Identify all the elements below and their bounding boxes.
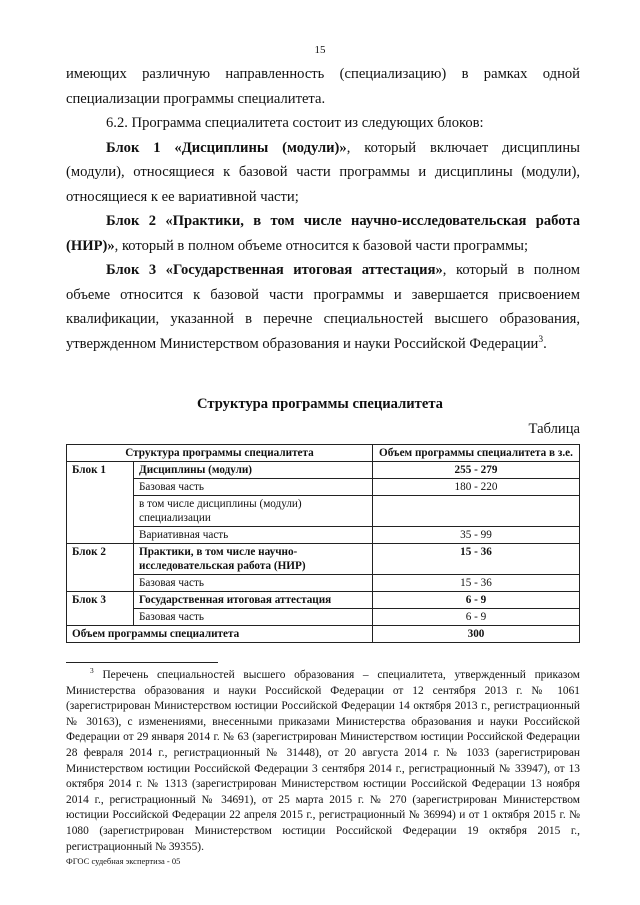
paragraph-blocks-intro: 6.2. Программа специалитета состоит из следующих блоков: — [106, 115, 484, 131]
table-body — [67, 462, 580, 643]
row-item: Базовая часть — [134, 575, 373, 592]
footnote-marker: 3 — [90, 666, 94, 676]
row-item: Дисциплины (модули) — [134, 462, 373, 479]
table-title: Структура программы специалитета — [197, 396, 443, 412]
block-3-heading: Блок 3 «Государственная итоговая аттестация» — [106, 262, 443, 278]
row-item: Базовая часть — [134, 479, 373, 496]
table-label: Таблица — [528, 421, 580, 437]
paragraph-block-1 — [66, 136, 580, 210]
paragraph-line: имеющих различную направленность (специализацию) в рамках одной — [66, 66, 580, 82]
footnote-ref: 3 — [538, 334, 544, 345]
row-block: Блок 2 — [67, 544, 134, 592]
row-value: 6 - 9 — [373, 609, 580, 626]
block-3-end: . — [543, 335, 547, 352]
body-text — [66, 62, 580, 356]
row-value: 35 - 99 — [373, 527, 580, 544]
paragraph-block-2 — [66, 209, 580, 258]
table-row — [67, 592, 580, 609]
block-1-description: , который включает дисциплины (модули), относящиеся к базовой части программы и дисциплины (модули), относящиеся к ее вариативной части; — [66, 139, 580, 205]
footnote-divider — [66, 662, 218, 663]
footnote-text: Перечень специальностей высшего образования – специалитета, утвержденный приказом Министерства образования и науки Российской Федерации от 12 сентября 2013 г. № 1061 (зарегистрирован Министерством юстиции Российской Федерации 14 октября 2013 г., регистрационный № 30163), с изменениями, внесенными приказами Министерства образования и науки Российской Федерации от 29 января 2014 г. № 63 (зарегистрирован Министерством юстиции Российской Федерации 28 февраля 2014 г., регистрационный № 31448), от 20 августа 2014 г. № 1033 (зарегистрирован Министерством юстиции Российской Федерации 3 сентября 2014 г., регистрационный № 33947), от 13 октября 2014 г. № 1313 (зарегистрирован Министерством юстиции Российской Федерации 13 ноября 2014 г., регистрационный № 34691), от 25 марта 2015 г. № 270 (зарегистрирован Министерством юстиции Российской Федерации 22 апреля 2015 г., регистрационный № 36994) и от 1 октября 2015 г. № 1080 (зарегистрирован Министерством юстиции Российской Федерации 19 октября 2015 г., регистрационный № 39355). — [66, 669, 580, 853]
block-2-description: , который в полном объеме относится к базовой части программы; — [114, 237, 529, 254]
table-row — [67, 527, 580, 544]
row-block: Блок 1 — [67, 462, 134, 544]
total-value: 300 — [373, 626, 580, 643]
page-number: 15 — [314, 44, 326, 56]
block-1-heading: Блок 1 «Дисциплины (модули)» — [106, 139, 347, 156]
block-3-description: , который в полном объеме относится к базовой части программы и завершается присвоением квалификации, указанной в перечне специальностей высшего образования, утвержденном Министерством образования и науки Российской Федерации — [66, 262, 581, 352]
table-row — [67, 496, 580, 527]
structure-table — [66, 444, 580, 643]
page-footer: ФГОС судебная экспертиза - 05 — [66, 856, 181, 866]
row-item: Базовая часть — [134, 609, 373, 626]
table-row — [67, 479, 580, 496]
row-value: 180 - 220 — [373, 479, 580, 496]
row-value — [373, 496, 580, 527]
row-value: 15 - 36 — [373, 575, 580, 592]
row-item: Вариативная часть — [134, 527, 373, 544]
table-total-row — [67, 626, 580, 643]
table-header-row — [67, 445, 580, 462]
table-row — [67, 462, 580, 479]
header-structure: Структура программы специалитета — [67, 445, 373, 462]
row-item: в том числе дисциплины (модули) специализации — [134, 496, 373, 527]
row-item: Практики, в том числе научно-исследовательская работа (НИР) — [134, 544, 373, 575]
paragraph-line: специализации программы специалитета. — [66, 90, 326, 107]
row-item: Государственная итоговая аттестация — [134, 592, 373, 609]
block-2-heading: Блок 2 «Практики, в том числе научно-исследовательская работа (НИР)» — [66, 213, 580, 254]
footnote — [66, 668, 580, 855]
row-value: 6 - 9 — [373, 592, 580, 609]
paragraph-block-3 — [66, 258, 580, 356]
header-volume: Объем программы специалитета в з.е. — [373, 445, 580, 462]
total-label: Объем программы специалитета — [67, 626, 373, 643]
row-block: Блок 3 — [67, 592, 134, 626]
table-row — [67, 544, 580, 575]
table-row — [67, 609, 580, 626]
table-row — [67, 575, 580, 592]
row-value: 255 - 279 — [373, 462, 580, 479]
row-value: 15 - 36 — [373, 544, 580, 575]
